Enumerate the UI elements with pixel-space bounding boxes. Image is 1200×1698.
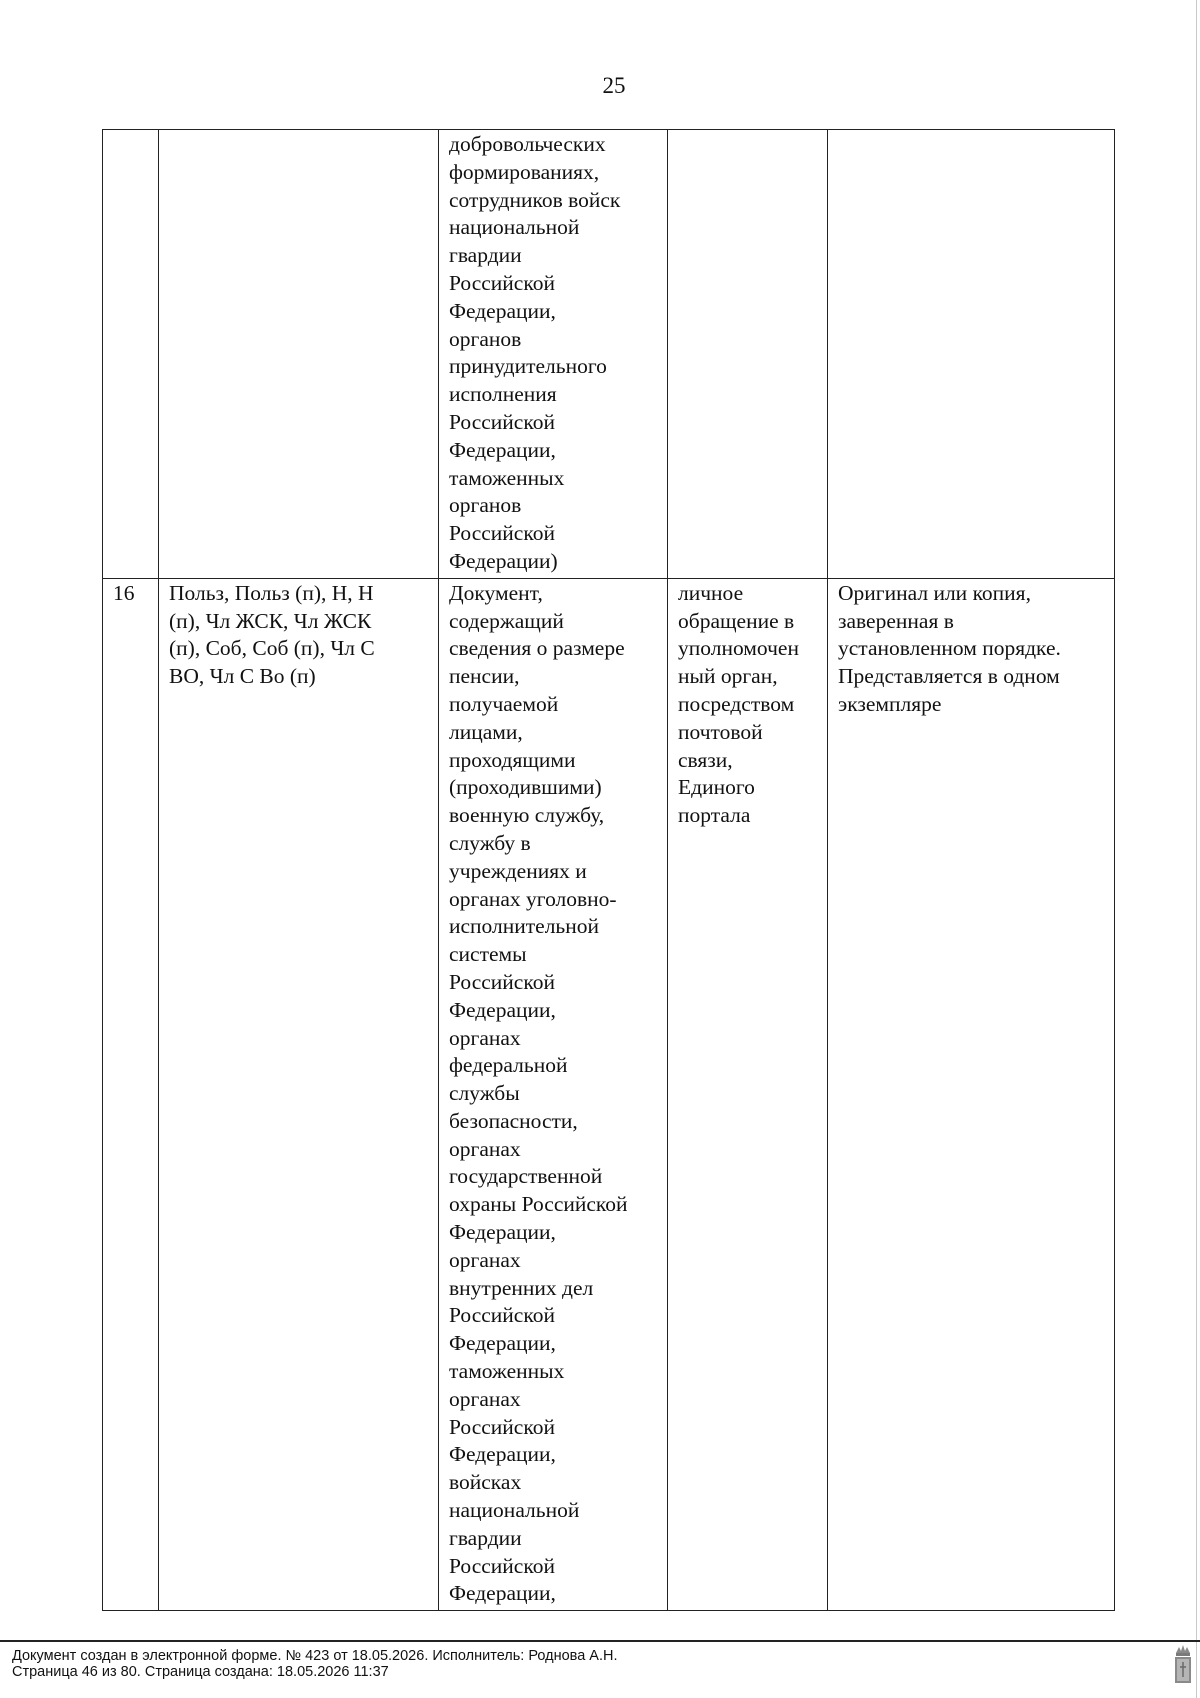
text-line: обращение в	[678, 608, 795, 633]
text-line: принудительного	[449, 354, 607, 379]
text-line: Российской	[449, 409, 555, 434]
text-line: гвардии	[449, 1525, 522, 1550]
text-line: военную службу,	[449, 803, 605, 828]
text-line: проходящими	[449, 747, 576, 772]
footer-divider	[0, 1640, 1200, 1642]
text-line: сотрудников войск	[449, 187, 621, 212]
text-line: Российской	[449, 1303, 555, 1328]
text-line: безопасности,	[449, 1108, 578, 1133]
text-line: экземпляре	[838, 691, 942, 716]
text-line: службу в	[449, 830, 531, 855]
text-line: внутренних дел	[449, 1275, 594, 1300]
text-line: охраны Российской	[449, 1192, 628, 1217]
text-line: Федерации,	[449, 1442, 556, 1467]
document-text	[449, 580, 657, 1608]
text-line: федеральной	[449, 1053, 568, 1078]
text-line: органах	[449, 1247, 521, 1272]
applicants-text	[169, 580, 428, 691]
applicants-cell	[159, 578, 439, 1610]
text-line: войсках	[449, 1470, 522, 1495]
page-number: 25	[602, 73, 626, 98]
footer-document-info: Документ создан в электронной форме. № 423 от 18.05.2026. Исполнитель: Роднова А.Н.	[12, 1648, 618, 1664]
text-line: Федерации,	[449, 1581, 556, 1606]
text-line: органов	[449, 326, 522, 351]
text-line: Представляется в одном	[838, 664, 1060, 689]
text-line: учреждениях и	[449, 858, 587, 883]
text-line: заверенная в	[838, 608, 954, 633]
table-row	[103, 130, 1115, 579]
text-line: почтовой	[678, 719, 763, 744]
document-footer	[0, 1640, 1200, 1698]
submission-method-cell	[668, 130, 828, 579]
text-line: органах уголовно-	[449, 886, 617, 911]
text-line: Документ,	[449, 580, 543, 605]
row-number-cell	[103, 578, 159, 1610]
text-line: установленном порядке.	[838, 636, 1061, 661]
text-line: Федерации,	[449, 1331, 556, 1356]
text-line: посредством	[678, 691, 795, 716]
text-line: исполнения	[449, 382, 557, 407]
text-line: ный орган,	[678, 664, 778, 689]
text-line: (проходившими)	[449, 775, 602, 800]
text-line: органах	[449, 1386, 521, 1411]
text-line: лицами,	[449, 719, 523, 744]
text-line: государственной	[449, 1164, 603, 1189]
text-line: Российской	[449, 969, 555, 994]
text-line: портала	[678, 803, 751, 828]
text-line: таможенных	[449, 465, 565, 490]
text-line: добровольческих	[449, 132, 606, 156]
applicants-cell	[159, 130, 439, 579]
document-cell	[439, 130, 668, 579]
row-number: 16	[113, 580, 135, 605]
text-line: Федерации)	[449, 548, 558, 573]
note-text	[838, 580, 1104, 719]
text-line: уполномочен	[678, 636, 799, 661]
text-line: гвардии	[449, 243, 522, 268]
table-body	[103, 130, 1115, 1611]
text-line: Российской	[449, 1414, 555, 1439]
text-line: исполнительной	[449, 914, 599, 939]
text-line: Федерации,	[449, 997, 556, 1022]
text-line: связи,	[678, 747, 733, 772]
text-line: Федерации,	[449, 298, 556, 323]
requirements-table	[102, 129, 1115, 1611]
footer-page-info: Страница 46 из 80. Страница создана: 18.05.2026 11:37	[12, 1664, 389, 1680]
text-line: органах	[449, 1136, 521, 1161]
submission-method-cell	[668, 578, 828, 1610]
text-line: содержащий	[449, 608, 564, 633]
text-line: органах	[449, 1025, 521, 1050]
note-cell	[828, 578, 1115, 1610]
text-line: сведения о размере	[449, 636, 625, 661]
document-text	[449, 131, 657, 576]
text-line: Российской	[449, 521, 555, 546]
page-edge-line	[1196, 0, 1197, 1698]
text-line: получаемой	[449, 691, 559, 716]
text-line: Единого	[678, 775, 755, 800]
text-line: таможенных	[449, 1359, 565, 1384]
text-line: ВО, Чл С Во (п)	[169, 664, 316, 689]
text-line: Федерации,	[449, 1220, 556, 1245]
text-line: формированиях,	[449, 159, 600, 184]
text-line: Оригинал или копия,	[838, 580, 1031, 605]
document-cell	[439, 578, 668, 1610]
text-line: личное	[678, 580, 744, 605]
text-line: Российской	[449, 1553, 555, 1578]
text-line: (п), Чл ЖСК, Чл ЖСК	[169, 608, 372, 633]
text-line: Польз, Польз (п), Н, Н	[169, 580, 374, 605]
table-row	[103, 578, 1115, 1610]
text-line: Российской	[449, 270, 555, 295]
text-line: национальной	[449, 215, 580, 240]
text-line: системы	[449, 942, 527, 967]
submission-method-text	[678, 580, 817, 830]
text-line: (п), Соб, Соб (п), Чл С	[169, 636, 375, 661]
note-cell	[828, 130, 1115, 579]
text-line: Федерации,	[449, 437, 556, 462]
text-line: службы	[449, 1081, 520, 1106]
text-line: национальной	[449, 1498, 580, 1523]
row-number-cell	[103, 130, 159, 579]
text-line: органов	[449, 493, 522, 518]
emblem-icon	[1172, 1643, 1194, 1685]
text-line: пенсии,	[449, 664, 520, 689]
